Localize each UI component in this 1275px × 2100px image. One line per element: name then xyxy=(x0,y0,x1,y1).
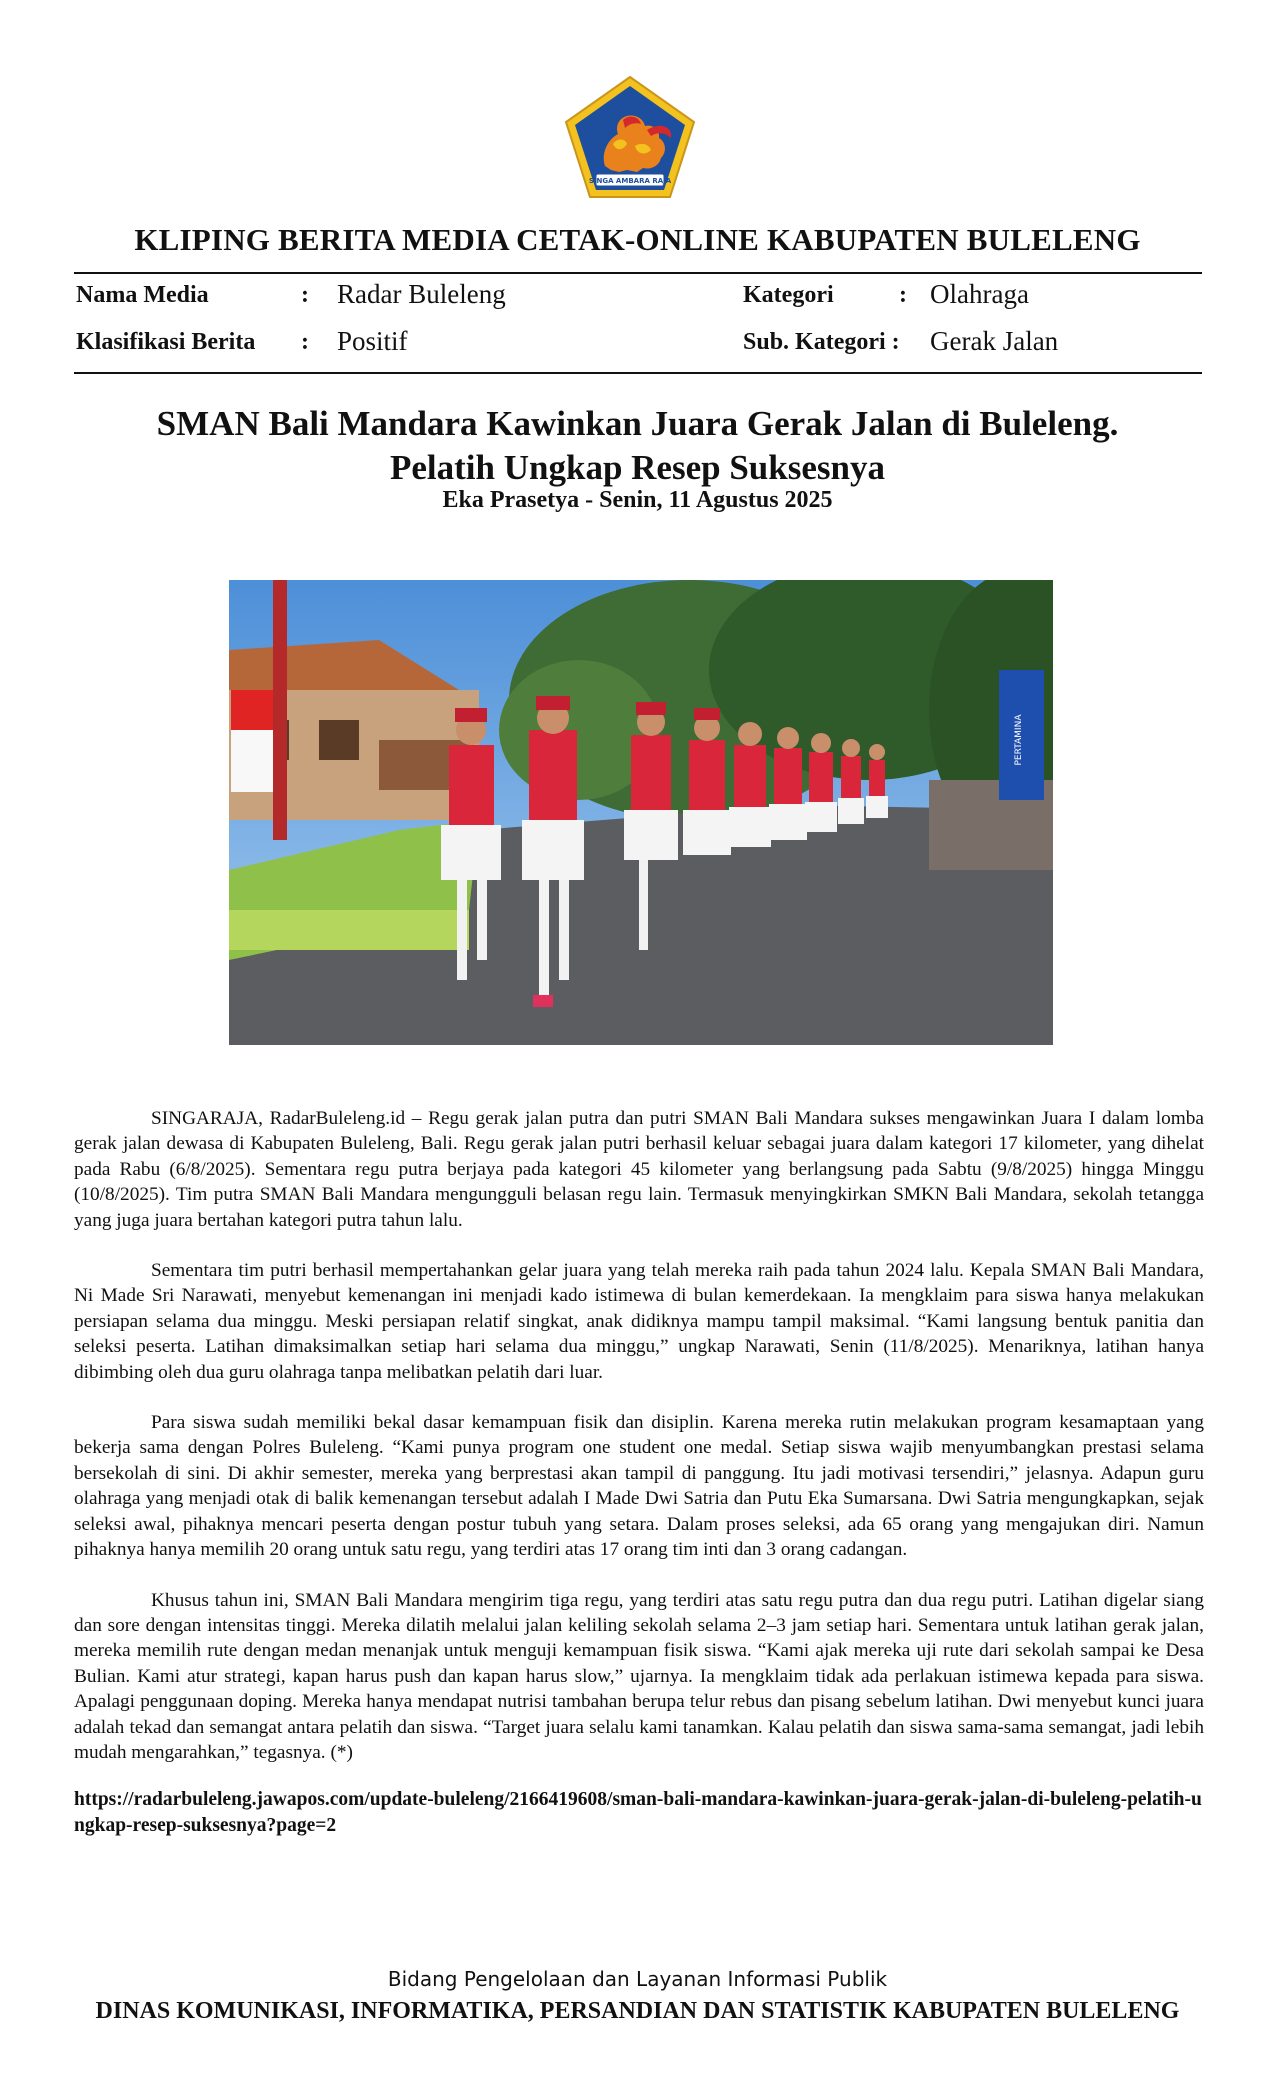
media-name-label: Nama Media xyxy=(76,282,209,308)
article-byline: Eka Prasetya - Senin, 11 Agustus 2025 xyxy=(442,487,833,513)
article-paragraph-2: Sementara tim putri berhasil mempertahankan gelar juara yang telah mereka raih pada tahun 2024 lalu. Kepala SMAN Bali Mandara, Ni Made Sri Narawati, menyebut kemenangan ini menjadi kado istimewa di bulan kemerdekaan. Ia mengklaim para siswa hanya melakukan persiapan selama dua minggu. Meski persiapan relatif singkat, anak didiknya mampu tampil maksimal. “Kami langsung bentuk panitia dan seleksi peserta. Latihan dimaksimalkan setiap hari selama dua minggu,” ungkap Narawati, Senin (11/8/2025). Menariknya, latihan hanya dibimbing oleh dua guru olahraga tanpa melibatkan pelatih dari luar. xyxy=(74,1260,1204,1383)
article-headline-line1: SMAN Bali Mandara Kawinkan Juara Gerak Jalan di Buleleng. xyxy=(156,404,1119,443)
category-value: Olahraga xyxy=(930,279,1029,309)
article-paragraph-1: SINGARAJA, RadarBuleleng.id – Regu gerak jalan putra dan putri SMAN Bali Mandara sukses mengawinkan Juara I dalam lomba gerak jalan dewasa di Kabupaten Buleleng, Bali. Regu gerak jalan putri berhasil keluar sebagai juara dalam kategori 17 kilometer, yang dihelat pada Rabu (6/8/2025). Sementara regu putra berjaya pada kategori 45 kilometer yang berlangsung pada Sabtu (9/8/2025) hingga Minggu (10/8/2025). Tim putra SMAN Bali Mandara mengungguli belasan regu lain. Termasuk menyingkirkan SMKN Bali Mandara, sekolah tetangga yang juga juara bertahan kategori putra tahun lalu. xyxy=(74,1108,1204,1231)
classification-label: Klasifikasi Berita xyxy=(76,329,256,355)
article-photo xyxy=(229,580,1053,1045)
category-colon: : xyxy=(899,282,907,308)
classification-value: Positif xyxy=(337,326,408,356)
article-body xyxy=(74,1106,1204,1790)
banner-text: PERTAMINA xyxy=(1014,714,1024,766)
subcategory-label: Sub. Kategori : xyxy=(743,329,900,355)
article-headline-line2: Pelatih Ungkap Resep Suksesnya xyxy=(390,448,885,487)
footer-agency: DINAS KOMUNIKASI, INFORMATIKA, PERSANDIAN DAN STATISTIK KABUPATEN BULELENG xyxy=(95,1998,1180,2024)
classification-colon: : xyxy=(301,329,309,355)
article-paragraph-3: Para siswa sudah memiliki bekal dasar kemampuan fisik dan disiplin. Karena mereka rutin melakukan program kesamaptaan yang bekerja sama dengan Polres Buleleng. “Kami punya program one student one medal. Setiap siswa wajib menyumbangkan prestasi selama bersekolah di sini. Di akhir semester, mereka yang berprestasi akan tampil di panggung. Itu jadi motivasi tersendiri,” jelasnya. Adapun guru olahraga yang menjadi otak di balik kemenangan tersebut adalah I Made Dwi Satria dan Putu Eka Sumarsana. Dwi Satria mengungkapkan, sejak seleksi awal, pihaknya mencari peserta dengan postur tubuh yang setara. Dalam proses seleksi, ada 65 orang yang mengajukan diri. Namun pihaknya hanya memilih 20 orang untuk satu regu, yang terdiri atas 17 orang tim inti dan 3 orang cadangan. xyxy=(74,1412,1204,1561)
clipping-header-title: KLIPING BERITA MEDIA CETAK-ONLINE KABUPATEN BULELENG xyxy=(134,222,1141,257)
header-rule-top xyxy=(74,272,1202,274)
article-paragraph-4: Khusus tahun ini, SMAN Bali Mandara mengirim tiga regu, yang terdiri atas satu regu putra dan dua regu putri. Latihan digelar siang dan sore dengan intensitas tinggi. Mereka dilatih melalui jalan keliling sekolah selama 2–3 jam setiap hari. Sementara untuk latihan gerak jalan, mereka memilih rute dengan medan menanjak untuk menguji kemampuan fisik siswa. “Kami ajak mereka uji rute dari sekolah sampai ke Desa Bulian. Kami atur strategi, kapan harus push dan kapan harus slow,” ujarnya. Ia mengklaim tidak ada perlakuan istimewa kepada para siswa. Apalagi penggunaan doping. Mereka hanya mendapat nutrisi tambahan berupa telur rebus dan pisang sebelum latihan. Dwi menyebut kunci juara adalah tekad dan semangat antara pelatih dan siswa. “Target juara selalu kami tanamkan. Kalau pelatih dan siswa sama-sama semangat, jadi lebih mudah mengarahkan,” tegasnya. (*) xyxy=(74,1589,1204,1763)
category-label: Kategori xyxy=(743,282,834,308)
subcategory-value: Gerak Jalan xyxy=(930,326,1059,356)
media-name-colon: : xyxy=(301,282,309,308)
media-name-value: Radar Buleleng xyxy=(337,279,506,309)
footer-department: Bidang Pengelolaan dan Layanan Informasi Publik xyxy=(387,1967,888,1991)
kabupaten-buleleng-logo xyxy=(563,74,697,200)
source-url[interactable]: https://radarbuleleng.jawapos.com/update-buleleng/2166419608/sman-bali-mandara-kawinkan-juara-gerak-jalan-di-buleleng-pelatih-ungkap-resep-suksesnya?page=2 xyxy=(74,1789,1202,1836)
logo-text: SINGA AMBARA RAJA xyxy=(588,177,672,185)
header-rule-bottom xyxy=(74,372,1202,374)
